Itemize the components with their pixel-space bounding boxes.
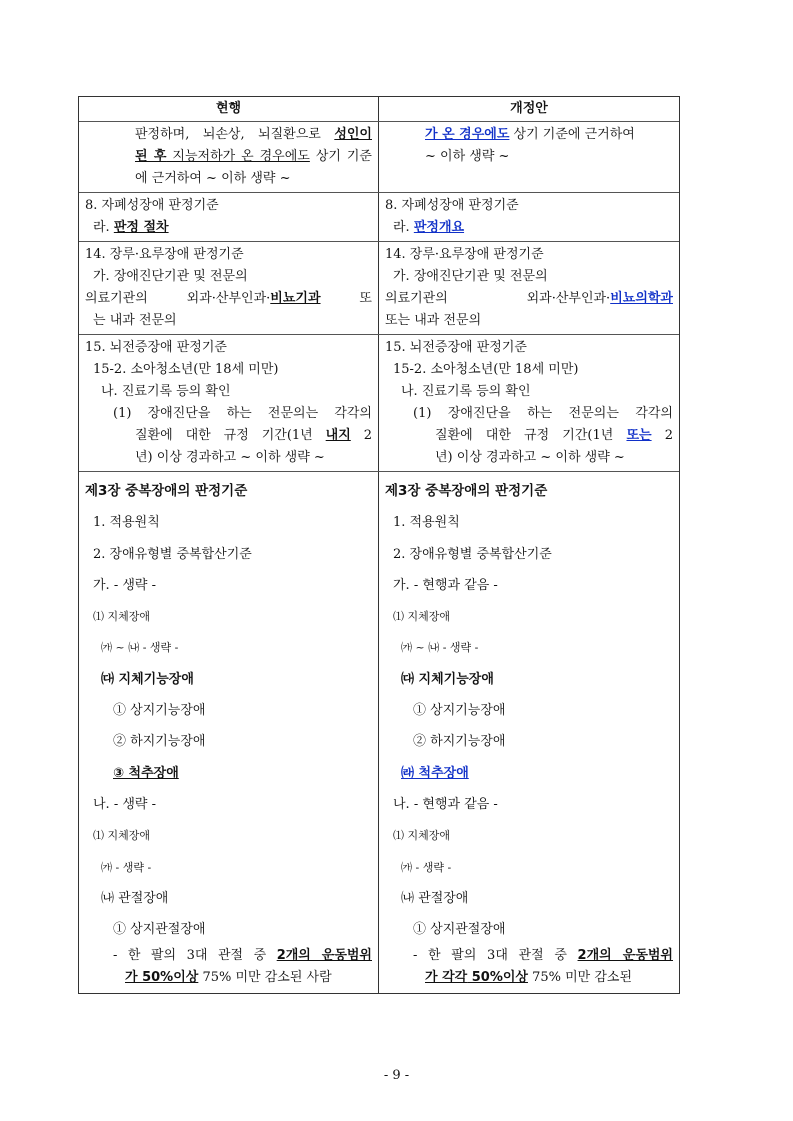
current-cell xyxy=(79,122,379,192)
text-line: 년) 이상 경과하고 ~ 이하 생략 ~ xyxy=(435,450,625,465)
text-line: 라. 판정 절차 xyxy=(93,220,169,235)
text-line: 나. 진료기록 등의 확인 xyxy=(401,384,531,399)
text-line: 8. 자폐성장애 판정기준 xyxy=(385,198,519,213)
text-line: 질환에 대한 규정 기간(1년 또는 2 xyxy=(435,428,673,443)
text-line: ③ 척추장애 xyxy=(113,765,179,781)
text-line: ⑴ 지체장애 xyxy=(393,829,451,843)
text-line: (1) 장애진단을 하는 전문의는 각각의 xyxy=(413,406,673,421)
current-cell xyxy=(79,335,379,471)
table-row xyxy=(79,121,679,192)
text-line: 가 각각 50%이상 75% 미만 감소된 xyxy=(425,970,633,986)
text-line: ② 하지기능장애 xyxy=(413,734,506,750)
chapter-title: 제3장 중복장애의 판정기준 xyxy=(85,483,248,499)
text-line: 15. 뇌전증장애 판정기준 xyxy=(385,340,527,355)
text-line: (1) 장애진단을 하는 전문의는 각각의 xyxy=(113,406,372,421)
text-line: 2. 장애유형별 중복합산기준 xyxy=(393,546,552,562)
table-row xyxy=(79,241,679,334)
text-line: 가. - 현행과 같음 - xyxy=(393,577,498,593)
text-line: 는 내과 전문의 xyxy=(93,313,177,328)
text-line: 년) 이상 경과하고 ~ 이하 생략 ~ xyxy=(135,450,325,465)
text-line: 가. 장애진단기관 및 전문의 xyxy=(93,269,248,284)
text-line: 14. 장루·요루장애 판정기준 xyxy=(385,247,544,262)
text-line: 1. 적용원칙 xyxy=(393,515,460,531)
current-cell xyxy=(79,242,379,334)
text-line: ㈏ 관절장애 xyxy=(401,890,469,906)
text-line: ㈏ 관절장애 xyxy=(101,890,169,906)
text-line: 나. - 생략 - xyxy=(93,796,156,812)
text-line: ① 상지기능장애 xyxy=(113,703,206,719)
revised-cell xyxy=(379,335,679,471)
text-line: 가. 장애진단기관 및 전문의 xyxy=(393,269,548,284)
text-line: 1. 적용원칙 xyxy=(93,515,160,531)
text-line: ㈎ - 생략 - xyxy=(101,860,152,874)
text-line: 15-2. 소아청소년(만 18세 미만) xyxy=(93,362,279,377)
text-line: ⑴ 지체장애 xyxy=(393,610,451,624)
text-line: ㈎ ~ ㈏ - 생략 - xyxy=(101,641,179,655)
table-row xyxy=(79,192,679,241)
text-line: ② 하지기능장애 xyxy=(113,734,206,750)
header-current: 현행 xyxy=(79,97,379,121)
text-line: ① 상지관절장애 xyxy=(113,922,206,938)
text-line: 의료기관의 외과·산부인과·비뇨의학과 xyxy=(385,291,673,306)
text-line: 또는 내과 전문의 xyxy=(385,313,482,328)
text-line: ① 상지기능장애 xyxy=(413,703,506,719)
text-line: ⑴ 지체장애 xyxy=(93,829,151,843)
text-line: - 한 팔의 3대 관절 중 2개의 운동범위 xyxy=(113,948,372,964)
text-line: - 한 팔의 3대 관절 중 2개의 운동범위 xyxy=(413,948,673,964)
text-line: 14. 장루·요루장애 판정기준 xyxy=(85,247,244,262)
text-line: ⑴ 지체장애 xyxy=(93,610,151,624)
current-cell xyxy=(79,472,379,993)
text-line: 의료기관의 외과·산부인과·비뇨기과 또 xyxy=(85,291,372,306)
revised-cell xyxy=(379,472,679,993)
comparison-table xyxy=(78,96,680,994)
text-line: ~ 이하 생략 ~ xyxy=(425,149,510,164)
text-line: 2. 장애유형별 중복합산기준 xyxy=(93,546,252,562)
text-line: 나. 진료기록 등의 확인 xyxy=(101,384,231,399)
text-line: 가 50%이상 75% 미만 감소된 사람 xyxy=(125,970,332,986)
text-line: 8. 자폐성장애 판정기준 xyxy=(85,198,219,213)
revised-cell xyxy=(379,122,679,192)
text-line: 가. - 생략 - xyxy=(93,577,156,593)
text-line: ㈑ 척추장애 xyxy=(401,765,469,781)
header-revised: 개정안 xyxy=(379,97,679,121)
revised-cell xyxy=(379,193,679,241)
text-line: 15. 뇌전증장애 판정기준 xyxy=(85,340,227,355)
page-number: - 9 - xyxy=(383,1068,410,1083)
text-line: 나. - 현행과 같음 - xyxy=(393,796,498,812)
text-line: ㈐ 지체기능장애 xyxy=(401,671,494,687)
table-header-row xyxy=(79,97,679,121)
current-cell xyxy=(79,193,379,241)
text-line: 가 온 경우에도 상기 기준에 근거하여 xyxy=(425,127,635,142)
revised-cell xyxy=(379,242,679,334)
text-line: ㈎ - 생략 - xyxy=(401,860,452,874)
text-line: 라. 판정개요 xyxy=(393,220,465,235)
text-line: ㈎ ~ ㈏ - 생략 - xyxy=(401,641,479,655)
table-row xyxy=(79,471,679,993)
text-line: 된 후 지능저하가 온 경우에도 상기 기준 xyxy=(135,149,372,164)
text-line: 에 근거하여 ~ 이하 생략 ~ xyxy=(135,171,291,186)
text-line: 판정하며, 뇌손상, 뇌질환으로 성인이 xyxy=(135,127,372,142)
chapter-title: 제3장 중복장애의 판정기준 xyxy=(385,483,548,499)
text-line: 질환에 대한 규정 기간(1년 내지 2 xyxy=(135,428,372,443)
text-line: ㈐ 지체기능장애 xyxy=(101,671,194,687)
text-line: 15-2. 소아청소년(만 18세 미만) xyxy=(393,362,579,377)
text-line: ① 상지관절장애 xyxy=(413,922,506,938)
table-row xyxy=(79,334,679,471)
